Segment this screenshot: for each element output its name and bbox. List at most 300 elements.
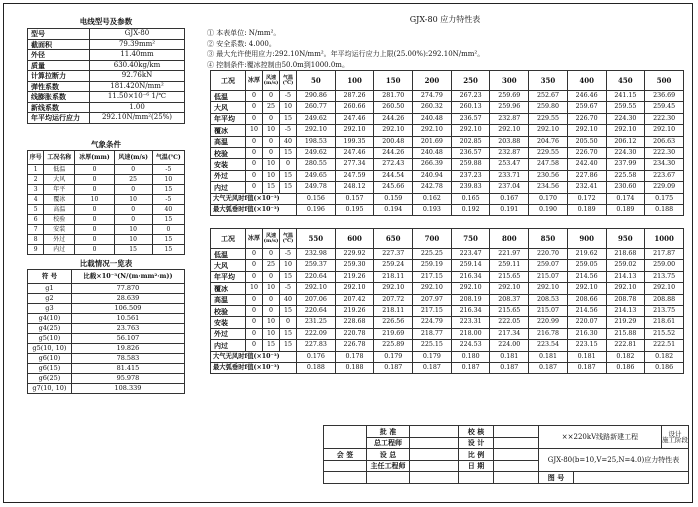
stress-case-name: 外过 [211,328,246,339]
stress-value: 223.54 [529,340,568,351]
stress-value: 259.88 [451,159,490,170]
stress-condition: 15 [280,170,297,181]
stress-condition: 10 [246,125,263,136]
weather-cell: 15 [152,245,184,255]
stress-value: 260.66 [335,102,374,113]
stress-value: 240.48 [413,113,452,124]
stress-value: 260.77 [297,102,336,113]
stress-extra-value: 0.193 [413,204,452,215]
stress-header-span: 900 [567,229,606,249]
stress-value: 228.68 [335,317,374,328]
stress-row [211,159,684,170]
stress-case-name: 年平均 [211,113,246,124]
stress-value: 215.65 [490,271,529,282]
stress-extra-value: 0.182 [645,351,684,362]
stress-value: 214.13 [606,271,645,282]
weather-cell: 校验 [44,215,75,225]
stress-condition: 25 [263,260,280,271]
stress-extra-value: 0.182 [606,351,645,362]
weather-cell: 4 [28,195,44,205]
weather-cell: 0 [114,205,152,215]
stress-value: 218.61 [645,317,684,328]
stress-value: 230.60 [606,182,645,193]
stress-value: 244.26 [374,113,413,124]
stress-value: 218.11 [374,271,413,282]
load-cell: 77.870 [71,284,184,294]
stress-value: 226.70 [567,113,606,124]
stress-value: 198.53 [297,136,336,147]
stress-value: 259.11 [490,260,529,271]
cable-param-key: 型号 [28,29,90,40]
stress-value: 224.30 [606,147,645,158]
weather-cell: 15 [152,215,184,225]
cable-param-row [28,71,185,82]
stress-condition: 10 [246,283,263,294]
stress-value: 222.30 [645,147,684,158]
stress-value: 220.07 [567,317,606,328]
stress-value: 202.85 [451,136,490,147]
stress-header-span: 800 [490,229,529,249]
tb-bili: 比 例 [459,449,494,461]
stress-condition: -5 [280,91,297,102]
stress-value: 249.62 [297,113,336,124]
stress-header-ice: 冰厚 [246,71,263,91]
cable-param-key: 外径 [28,50,90,61]
load-cell: 10.561 [71,314,184,324]
weather-cell: 内过 [44,245,75,255]
load-row [28,334,185,344]
stress-case-name: 年平均 [211,271,246,282]
stress-value: 220.64 [297,271,336,282]
load-header: 符 号 [28,270,72,284]
stress-condition: 10 [263,328,280,339]
cable-param-value: 630.40kg/km [90,60,185,71]
stress-extra-value: 0.187 [374,362,413,373]
stress-header-span: 750 [451,229,490,249]
stress-value: 199.35 [335,136,374,147]
stress-condition: 0 [280,317,297,328]
stress-value: 259.00 [645,260,684,271]
stress-value: 203.88 [490,136,529,147]
stress-case-name: 大风 [211,260,246,271]
stress-value: 215.07 [529,305,568,316]
weather-cell: -5 [152,195,184,205]
stress-value: 207.06 [297,294,336,305]
load-header: 比载×10⁻³(N/(m·mm²·m)) [71,270,184,284]
stress-value: 208.53 [529,294,568,305]
stress-value: 236.69 [645,91,684,102]
stress-value: 242.40 [567,159,606,170]
stress-row [211,294,684,305]
load-row [28,354,185,364]
load-cell: g4(25) [28,324,72,334]
stress-value: 245.66 [374,182,413,193]
stress-value: 216.78 [529,328,568,339]
tb-huiqian: 会 签 [324,449,367,461]
weather-cell: 0 [75,185,114,195]
stress-value: 292.10 [567,125,606,136]
tb-sheji: 设 计 [459,437,494,449]
stress-value: 220.64 [297,305,336,316]
stress-header-span: 450 [606,71,645,91]
stress-case-name: 高温 [211,136,246,147]
stress-value: 247.59 [335,170,374,181]
stress-value: 259.37 [297,260,336,271]
stress-value: 232.87 [490,147,529,158]
stress-extra-row [211,193,684,204]
stress-value: 218.11 [374,305,413,316]
stress-condition: 0 [263,271,280,282]
stress-header-case: 工况 [211,229,246,249]
stress-extra-value: 0.190 [529,204,568,215]
cable-param-key: 计算拉断力 [28,71,90,82]
stress-value: 259.96 [490,102,529,113]
stress-extra-value: 0.194 [374,204,413,215]
stress-condition: 0 [246,328,263,339]
weather-cell: 0 [75,165,114,175]
stress-case-name: 大风 [211,102,246,113]
tb-zhurengong: 主任工程师 [367,460,410,472]
stress-extra-value: 0.176 [297,351,336,362]
stress-case-name: 校验 [211,305,246,316]
stress-value: 260.32 [413,102,452,113]
stress-value: 206.12 [606,136,645,147]
weather-cell: 7 [28,225,44,235]
stress-value: 204.76 [529,136,568,147]
stress-header-ice: 冰厚 [246,229,263,249]
stress-extra-label: 大气无风时f值(×10⁻³) [211,351,297,362]
stress-extra-value: 0.189 [606,204,645,215]
weather-cell: 25 [114,175,152,185]
stress-value: 292.10 [297,283,336,294]
cable-param-row [28,81,185,92]
stress-header-span: 250 [451,71,490,91]
stress-header-temp: 气温(℃) [280,229,297,249]
weather-cell: 2 [28,175,44,185]
cable-param-key: 线膨胀系数 [28,92,90,103]
stress-extra-value: 0.157 [335,193,374,204]
stress-row [211,260,684,271]
sheet-title: GJX-80 应力特性表 [409,15,481,24]
stress-condition: 15 [280,305,297,316]
stress-extra-value: 0.187 [567,362,606,373]
load-cell: g1 [28,284,72,294]
note-4: ④ 控制条件:覆冰控制由50.0m到1000.0m。 [207,60,349,69]
tb-stage: 设计 施工阶段 [662,426,689,449]
stress-value: 244.54 [374,170,413,181]
stress-value: 226.78 [335,340,374,351]
weather-row [28,225,185,235]
stress-header-span: 550 [297,229,336,249]
stress-condition: 0 [246,294,263,305]
stress-value: 206.63 [645,136,684,147]
stress-value: 224.53 [451,340,490,351]
stress-value: 207.42 [335,294,374,305]
stress-extra-value: 0.181 [490,351,529,362]
stress-extra-label: 最大弧垂时f值(×10⁻³) [211,362,297,373]
stress-value: 242.78 [413,182,452,193]
stress-extra-value: 0.187 [451,362,490,373]
stress-value: 292.10 [374,125,413,136]
stress-header-span: 50 [297,71,336,91]
stress-value: 249.62 [297,147,336,158]
tb-jiaohe: 校 核 [459,426,494,438]
weather-cell: 覆冰 [44,195,75,205]
stress-condition: 0 [246,113,263,124]
stress-value: 222.09 [297,328,336,339]
stress-condition: 10 [263,170,280,181]
weather-cell: 高温 [44,205,75,215]
stress-value: 260.13 [451,102,490,113]
stress-value: 223.67 [645,170,684,181]
stress-condition: 0 [246,102,263,113]
stress-condition: 25 [263,102,280,113]
stress-condition: 0 [246,159,263,170]
weather-cell: 0 [75,235,114,245]
stress-value: 218.68 [606,249,645,260]
stress-value: 246.46 [567,91,606,102]
stress-row [211,91,684,102]
stress-extra-value: 0.195 [335,204,374,215]
stress-value: 247.58 [529,159,568,170]
stress-value: 280.55 [297,159,336,170]
stress-condition: 0 [263,136,280,147]
stress-value: 222.81 [606,340,645,351]
stress-value: 239.83 [451,182,490,193]
stress-value: 274.79 [413,91,452,102]
stress-extra-row [211,204,684,215]
stress-value: 241.15 [606,91,645,102]
stress-condition: 40 [280,294,297,305]
load-row [28,364,185,374]
stress-value: 226.70 [567,147,606,158]
weather-cell: 1 [28,165,44,175]
stress-condition: 0 [263,91,280,102]
stress-value: 207.97 [413,294,452,305]
stress-value: 259.02 [606,260,645,271]
stress-condition: 0 [246,317,263,328]
stress-condition: 10 [263,317,280,328]
stress-condition: 0 [246,170,263,181]
stress-condition: 15 [280,328,297,339]
stress-value: 223.31 [451,317,490,328]
stress-value: 253.47 [490,159,529,170]
stress-extra-row [211,362,684,373]
stress-value: 219.29 [606,317,645,328]
stress-row [211,305,684,316]
stress-value: 292.10 [529,125,568,136]
stress-condition: 15 [280,182,297,193]
stress-condition: 15 [280,147,297,158]
stress-header-span: 1000 [645,229,684,249]
weather-cell: 0 [114,215,152,225]
stress-row [211,125,684,136]
stress-value: 292.10 [645,125,684,136]
stress-extra-value: 0.172 [567,193,606,204]
stress-table-1 [210,70,684,216]
stress-row [211,328,684,339]
weather-cell: 年平 [44,185,75,195]
note-3: ③ 最大允许使用应力:292.10N/mm²。年平均运行应力上限(25.00%):292.10N/mm²。 [207,50,485,58]
cable-param-row [28,29,185,40]
load-cell: 19.826 [71,344,184,354]
stress-extra-value: 0.162 [413,193,452,204]
stress-condition: 0 [280,159,297,170]
load-cell: g6(25) [28,374,72,384]
weather-header: 风速(m/s) [114,151,152,165]
stress-value: 219.69 [374,328,413,339]
cable-param-value: 92.76kN [90,71,185,82]
cable-param-row [28,92,185,103]
stress-value: 213.75 [645,305,684,316]
stress-value: 249.78 [297,182,336,193]
stress-value: 222.05 [490,317,529,328]
tb-riqi: 日 期 [459,460,494,472]
stress-extra-value: 0.167 [490,193,529,204]
stress-value: 229.55 [529,113,568,124]
stress-value: 292.10 [374,283,413,294]
stress-row [211,102,684,113]
stress-row [211,113,684,124]
stress-extra-value: 0.178 [335,351,374,362]
stress-extra-value: 0.186 [606,362,645,373]
stress-value: 223.47 [451,249,490,260]
load-cell: 23.763 [71,324,184,334]
stress-case-name: 内过 [211,340,246,351]
stress-value: 220.99 [529,317,568,328]
stress-value: 214.56 [567,271,606,282]
stress-value: 247.46 [335,113,374,124]
stress-value: 225.89 [374,340,413,351]
stress-condition: 0 [246,260,263,271]
stress-condition: 0 [263,305,280,316]
stress-condition: 0 [246,182,263,193]
stress-value: 222.51 [645,340,684,351]
stress-value: 292.10 [606,283,645,294]
stress-value: 236.57 [451,113,490,124]
weather-cell: 低温 [44,165,75,175]
stress-value: 237.23 [451,170,490,181]
stress-value: 232.87 [490,113,529,124]
stress-condition: 15 [280,340,297,351]
stress-header-span: 700 [413,229,452,249]
tb-pizhun: 批 准 [367,426,410,438]
stress-value: 292.10 [451,125,490,136]
cable-param-value: 292.10N/mm²(25%) [90,113,185,124]
weather-cell: 8 [28,235,44,245]
stress-condition: 15 [280,271,297,282]
stress-case-name: 安装 [211,317,246,328]
cable-param-value: 11.40mm [90,50,185,61]
stress-value: 259.45 [645,102,684,113]
cable-param-value: 1.00 [90,102,185,113]
weather-cell: 15 [114,245,152,255]
stress-value: 231.25 [297,317,336,328]
weather-cell: 15 [152,185,184,195]
stress-value: 260.50 [374,102,413,113]
weather-cell: 9 [28,245,44,255]
stress-value: 215.07 [529,271,568,282]
stress-value: 292.10 [529,283,568,294]
load-cell: g3 [28,304,72,314]
stress-condition: -5 [280,283,297,294]
weather-cell: 0 [75,175,114,185]
stress-header-span: 150 [374,71,413,91]
load-cell: 106.509 [71,304,184,314]
stress-extra-value: 0.181 [567,351,606,362]
stress-extra-value: 0.189 [567,204,606,215]
cable-param-key: 截面积 [28,39,90,50]
stress-value: 292.10 [490,283,529,294]
stress-value: 216.34 [451,271,490,282]
stress-value: 216.30 [567,328,606,339]
stress-value: 237.99 [606,159,645,170]
stress-value: 217.15 [413,305,452,316]
stress-extra-value: 0.186 [645,362,684,373]
load-cell: 56.107 [71,334,184,344]
stress-table-2 [210,228,684,374]
stress-extra-value: 0.187 [413,362,452,373]
stress-value: 232.98 [297,249,336,260]
stress-value: 287.26 [335,91,374,102]
stress-case-name: 校验 [211,147,246,158]
weather-cell: -5 [152,165,184,175]
stress-value: 240.48 [413,147,452,158]
stress-value: 225.25 [413,249,452,260]
stress-condition: 10 [280,102,297,113]
stress-value: 236.57 [451,147,490,158]
weather-cell: 5 [28,205,44,215]
weather-row [28,175,185,185]
stress-value: 215.65 [490,305,529,316]
stress-value: 213.75 [645,271,684,282]
load-row [28,384,185,394]
stress-value: 224.79 [413,317,452,328]
weather-cell: 40 [152,205,184,215]
weather-row [28,165,185,175]
weather-cell: 10 [114,225,152,235]
stress-value: 227.37 [374,249,413,260]
stress-row [211,170,684,181]
stress-condition: 10 [263,125,280,136]
weather-row [28,215,185,225]
stress-extra-value: 0.188 [297,362,336,373]
stress-extra-value: 0.179 [413,351,452,362]
stress-extra-value: 0.188 [335,362,374,373]
stress-condition: 0 [263,294,280,305]
stress-value: 208.37 [490,294,529,305]
stress-extra-value: 0.174 [606,193,645,204]
load-cell: g6(15) [28,364,72,374]
stress-value: 252.67 [529,91,568,102]
stress-extra-row [211,351,684,362]
stress-value: 217.34 [490,328,529,339]
stress-row [211,249,684,260]
load-cell: g4(10) [28,314,72,324]
stress-condition: 40 [280,136,297,147]
weather-cell: 0 [75,215,114,225]
stress-extra-value: 0.175 [645,193,684,204]
weather-cell: 15 [152,235,184,245]
stress-value: 201.69 [413,136,452,147]
stress-extra-value: 0.187 [529,362,568,373]
stress-value: 230.56 [529,170,568,181]
stress-value: 281.70 [374,91,413,102]
stress-value: 248.12 [335,182,374,193]
load-title: 比载情况一览表 [79,259,133,268]
stress-value: 259.05 [567,260,606,271]
weather-cell: 10 [114,195,152,205]
